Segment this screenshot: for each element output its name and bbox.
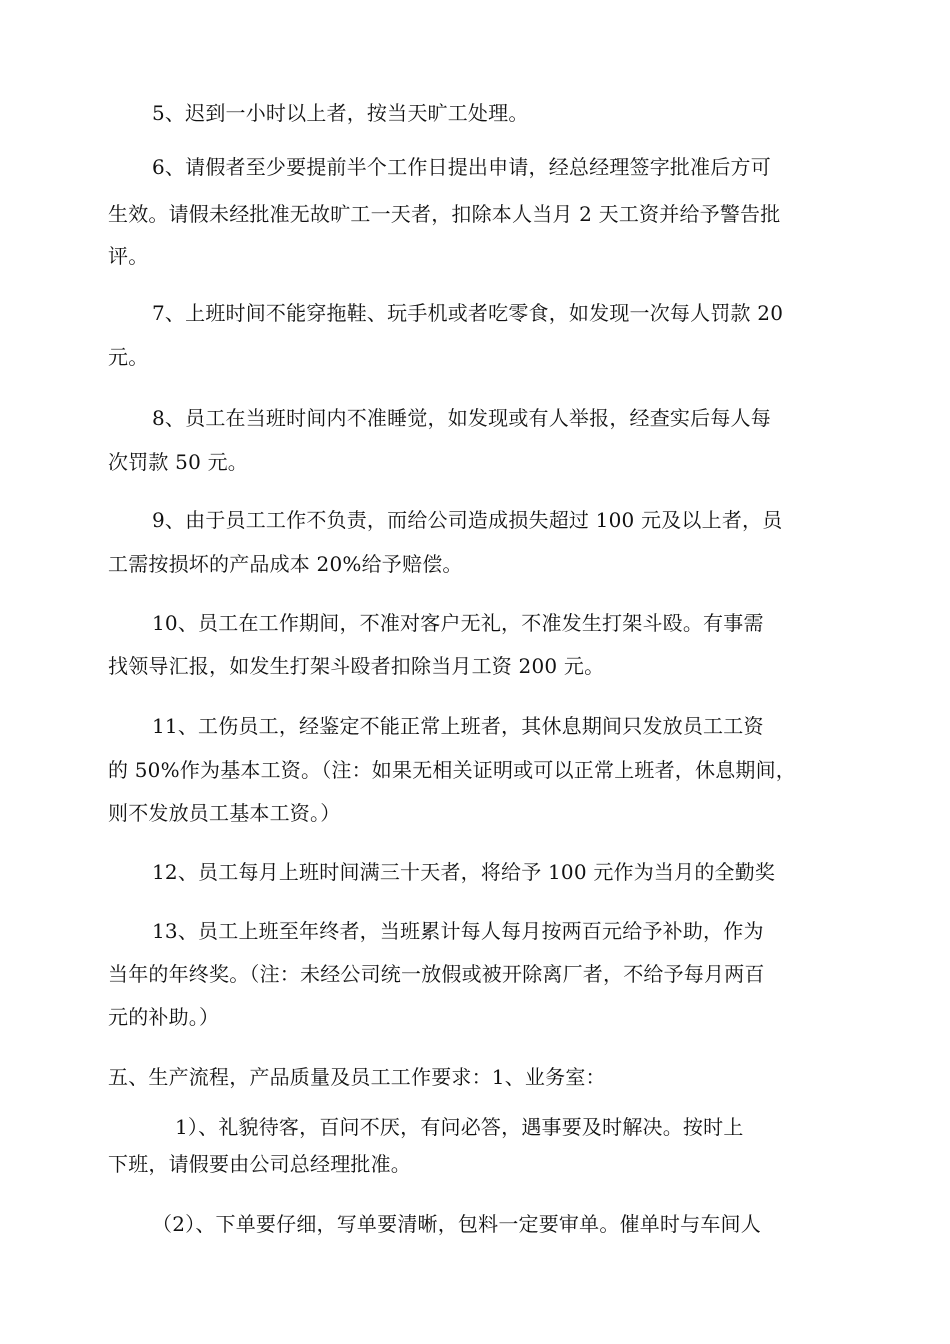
paragraph-line: 次罚款 50 元。: [108, 450, 248, 474]
paragraph-line: 8、员工在当班时间内不准睡觉，如发现或有人举报，经查实后每人每: [152, 406, 771, 430]
paragraph-line: 元的补助。）: [108, 1005, 220, 1029]
paragraph-line: 7、上班时间不能穿拖鞋、玩手机或者吃零食，如发现一次每人罚款 20: [152, 301, 784, 325]
paragraph-line: 1）、礼貌待客，百问不厌，有问必答，遇事要及时解决。按时上: [175, 1115, 744, 1139]
paragraph-line: 10、员工在工作期间，不准对客户无礼，不准发生打架斗殴。有事需: [152, 611, 764, 635]
paragraph-line: 下班，请假要由公司总经理批准。: [108, 1152, 411, 1176]
paragraph-line: 9、由于员工工作不负责，而给公司造成损失超过 100 元及以上者，员: [152, 508, 783, 532]
paragraph-line: 找领导汇报，如发生打架斗殴者扣除当月工资 200 元。: [108, 654, 605, 678]
paragraph-line: 12、员工每月上班时间满三十天者，将给予 100 元作为当月的全勤奖: [152, 860, 776, 884]
paragraph-line: 的 50%作为基本工资。（注：如果无相关证明或可以正常上班者，休息期间，: [108, 758, 797, 782]
paragraph-line: 生效。请假未经批准无故旷工一天者，扣除本人当月 2 天工资并给予警告批: [108, 202, 781, 226]
paragraph-line: 11、工伤员工，经鉴定不能正常上班者，其休息期间只发放员工工资: [152, 714, 764, 738]
paragraph-line: 评。: [108, 244, 149, 268]
paragraph-line: 元。: [108, 345, 149, 369]
paragraph-line: 工需按损坏的产品成本 20%给予赔偿。: [108, 552, 463, 576]
section-heading: 五、生产流程，产品质量及员工工作要求：1、业务室：: [108, 1065, 606, 1089]
paragraph-line: （2）、下单要仔细，写单要清晰，包料一定要审单。催单时与车间人: [152, 1212, 761, 1236]
paragraph-line: 当年的年终奖。（注：未经公司统一放假或被开除离厂者，不给予每月两百: [108, 962, 765, 986]
paragraph-line: 5、迟到一小时以上者，按当天旷工处理。: [152, 101, 529, 125]
paragraph-line: 13、员工上班至年终者，当班累计每人每月按两百元给予补助，作为: [152, 919, 764, 943]
paragraph-line: 6、请假者至少要提前半个工作日提出申请，经总经理签字批准后方可: [152, 155, 771, 179]
paragraph-line: 则不发放员工基本工资。）: [108, 801, 341, 825]
